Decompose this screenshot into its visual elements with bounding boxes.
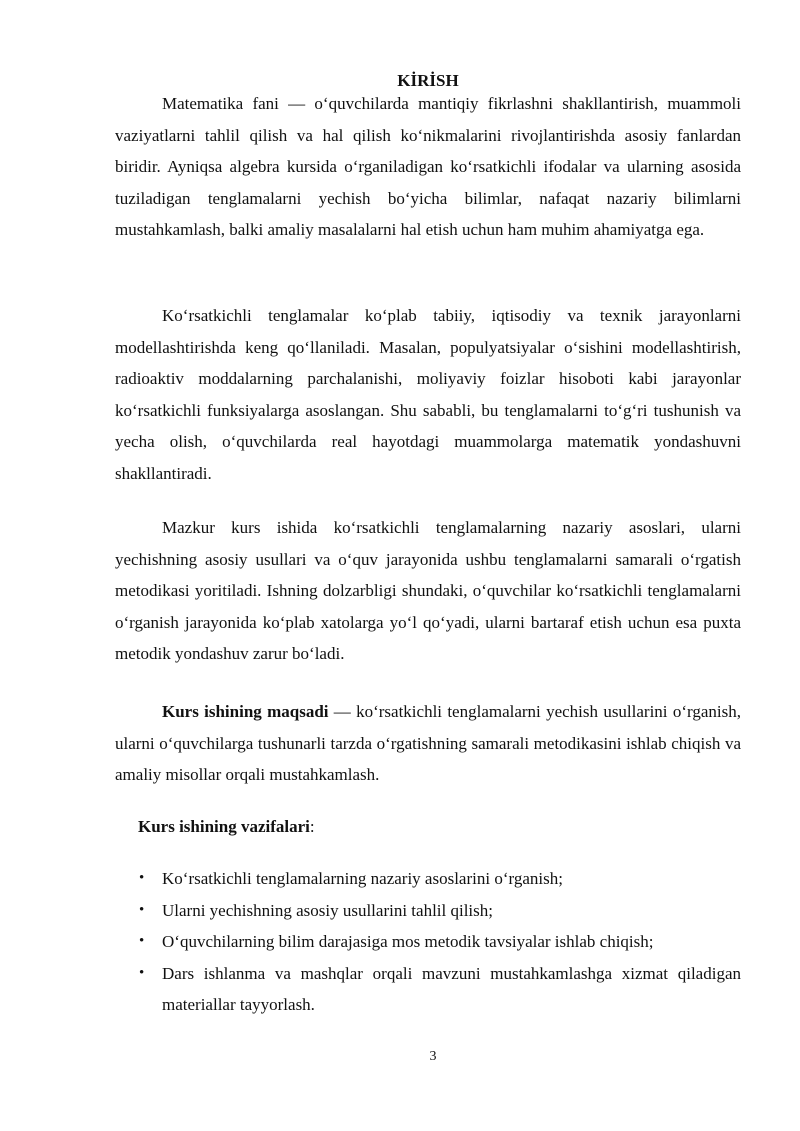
tasks-list <box>115 863 741 1021</box>
goal-text: — ko‘rsatkichli tenglamalarni yechish usullarini o‘rganish, ularni o‘quvchilarga tushunarli tarzda o‘rgatishning samarali metodikasini ishlab chiqish va amaliy misollar orqali mustahkamlash. <box>115 702 741 785</box>
tasks-heading-colon: : <box>309 817 315 836</box>
list-item-text: Ularni yechishning asosiy usullarini tahlil qilish; <box>162 900 493 920</box>
bullet-icon: • <box>139 964 145 981</box>
list-item <box>115 926 741 958</box>
list-item-text: Ko‘rsatkichli tenglamalarning nazariy asoslarini o‘rganish; <box>162 869 563 888</box>
intro-paragraph-2: Ko‘rsatkichli tenglamalar ko‘plab tabiiy, iqtisodiy va texnik jarayonlarni modellashtirishda keng qo‘llaniladi. Masalan, populyatsiyalar o‘sishini modellashtirish, radioaktiv moddalarning parchalanishi, moliyaviy foizlar hisoboti kabi jarayonlar ko‘rsatkichli funksiyalarga asoslangan. Shu sababli, bu tenglamalarni to‘g‘ri tushunish va yecha olish, o‘quvchilarda real hayotdagi muammolarga matematik yondashuvni shakllantiradi. <box>115 306 741 483</box>
section-title: KİRİSH <box>397 71 459 90</box>
tasks-heading-label: Kurs ishining vazifalari <box>138 817 310 836</box>
list-item <box>115 895 741 927</box>
list-item <box>115 958 741 1021</box>
intro-paragraph-3: Mazkur kurs ishida ko‘rsatkichli tenglamalarning nazariy asoslari, ularni yechishning asosiy usullari va o‘quv jarayonida ushbu tenglamalarni samarali o‘rgatish metodikasi yoritiladi. Ishning dolzarbligi shundaki, o‘quvchilar ko‘rsatkichli tenglamalarni o‘rganish jarayonida ko‘plab xatolarga yo‘l qo‘yadi, ularni bartaraf etish uchun esa puxta metodik yondashuv zarur bo‘ladi. <box>115 518 741 664</box>
tasks-heading <box>138 815 315 839</box>
goal-label: Kurs ishining maqsadi <box>162 702 329 721</box>
intro-paragraph-1: Matematika fani — o‘quvchilarda mantiqiy fikrlashni shakllantirish, muammoli vaziyatlarni tahlil qilish va hal qilish ko‘nikmalarini rivojlantirishda asosiy fanlardan biridir. Ayniqsa algebra kursida o‘rganiladigan ko‘rsatkichli ifodalar va ularning asosida tuziladigan tenglamalarni yechish bo‘yicha bilimlar, nafaqat nazariy bilimlarni mustahkamlash, balki amaliy masalalarni hal etish uchun ham muhim ahamiyatga ega. <box>115 94 741 240</box>
bullet-icon: • <box>139 901 145 918</box>
page-number: 3 <box>429 1049 437 1064</box>
bullet-icon: • <box>139 870 145 886</box>
bullet-icon: • <box>139 933 145 950</box>
goal-paragraph <box>115 696 741 791</box>
list-item-text: O‘quvchilarning bilim darajasiga mos metodik tavsiyalar ishlab chiqish; <box>162 932 654 952</box>
list-item <box>115 863 741 895</box>
list-item-text: Dars ishlanma va mashqlar orqali mavzuni mustahkamlashga xizmat qiladigan materiallar tayyorlash. <box>162 963 741 1015</box>
